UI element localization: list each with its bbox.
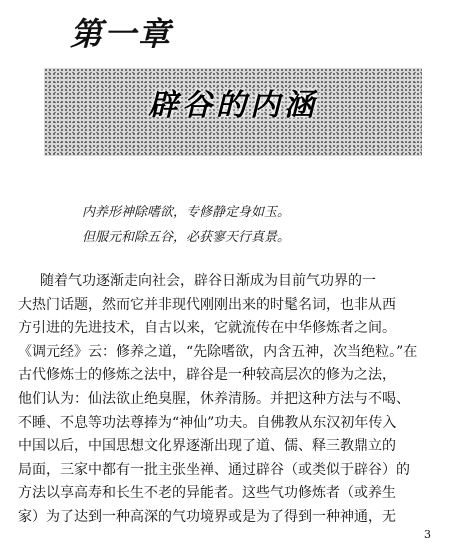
banner-title: 辟谷的内涵: [148, 88, 318, 123]
body-line: 随着气功逐渐走向社会，辟谷日渐成为目前气功界的一: [40, 273, 376, 289]
chapter-title: 第一章: [70, 15, 173, 53]
chapter-banner: [44, 68, 422, 156]
body-line: 他们认为：仙法欲止绝臭腥，休养清肠。并把这种方法与不喝、: [18, 390, 410, 407]
epigraph-line: 内养形神除嗜欲，专修静定身如玉。: [82, 205, 291, 220]
body-line: 不睡、不息等功法尊捧为“神仙”功夫。自佛教从东汉初年传入: [18, 414, 397, 431]
body-line: 家）为了达到一种高深的气功境界或是为了得到一种神通，无: [18, 508, 396, 525]
body-line: 大热门话题，然而它并非现代刚刚出来的时髦名词，也非从西: [18, 296, 396, 313]
body-line: 局面，三家中都有一批主张坐禅、通过辟谷（或类似于辟谷）的: [18, 461, 410, 478]
epigraph: [82, 200, 290, 250]
body-paragraph: [18, 270, 442, 530]
body-line: 方引进的先进技术，自古以来，它就流传在中华修炼者之间。: [18, 320, 396, 337]
epigraph-line: 但服元和除五谷，必获寥天行真景。: [82, 230, 291, 245]
body-line: 《调元经》云：修养之道，“先除嗜欲，内含五神，次当绝粒。”在: [18, 343, 418, 360]
body-line: 古代修炼士的修炼之法中，辟谷是一种较高层次的修为之法，: [18, 367, 396, 384]
page-number: 3: [424, 528, 431, 541]
body-line: 方法以享高寿和长生不老的异能者。这些气功修炼者（或养生: [18, 485, 396, 502]
body-line: 中国以后，中国思想文化界逐渐出现了道、儒、释三教鼎立的: [18, 438, 396, 455]
